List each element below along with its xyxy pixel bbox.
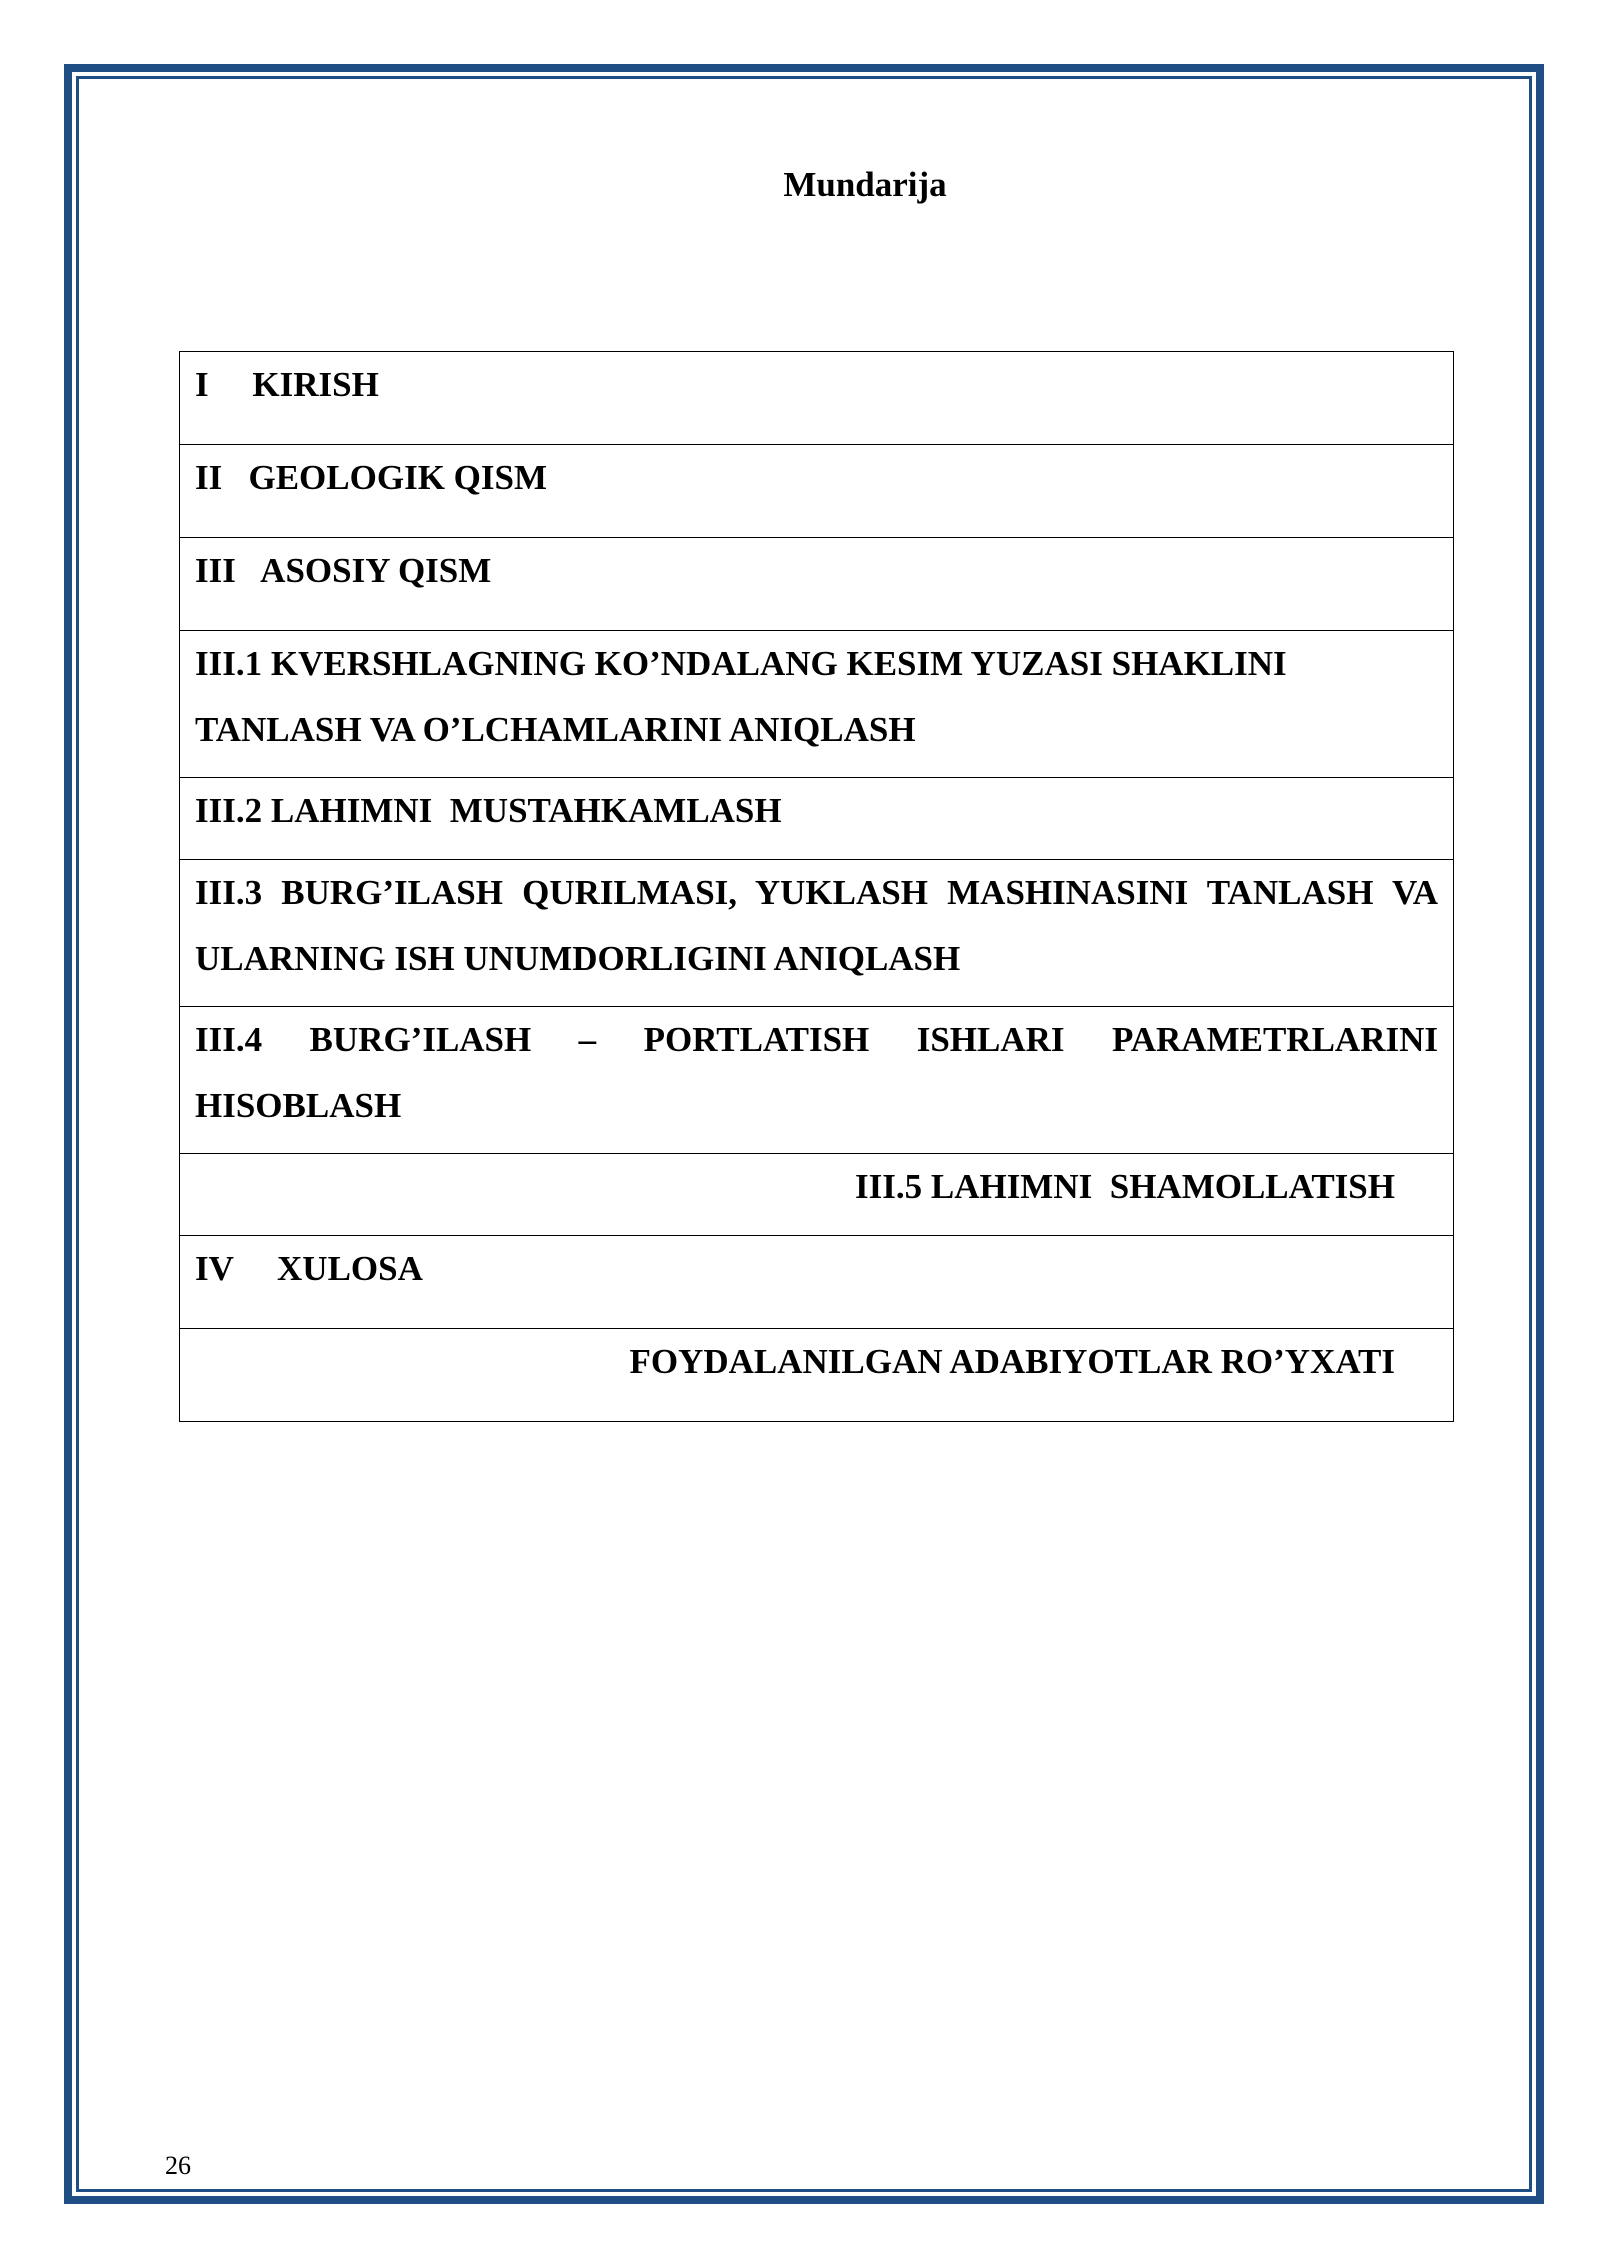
table-row [180, 352, 1454, 445]
table-of-contents [179, 351, 1454, 1422]
table-row [180, 631, 1454, 778]
toc-entry-iii-1[interactable]: III.1 KVERSHLAGNING KO’NDALANG KESIM YUZASI SHAKLINI TANLASH VA O’LCHAMLARINI ANIQLASH [180, 631, 1454, 778]
table-row [180, 538, 1454, 631]
toc-entry-adabiyotlar[interactable]: FOYDALANILGAN ADABIYOTLAR RO’YXATI [180, 1329, 1454, 1422]
toc-entry-iii-2[interactable]: III.2 LAHIMNI MUSTAHKAMLASH [180, 778, 1454, 860]
page-title: Mundarija [783, 165, 947, 204]
table-row [180, 445, 1454, 538]
toc-entry-iii-4[interactable]: III.4 BURG’ILASH – PORTLATISH ISHLARI PARAMETRLARINI HISOBLASH [180, 1007, 1454, 1154]
toc-entry-geologik-qism[interactable]: II GEOLOGIK QISM [180, 445, 1454, 538]
table-row [180, 1329, 1454, 1422]
table-row [180, 1236, 1454, 1329]
toc-entry-xulosa[interactable]: IV XULOSA [180, 1236, 1454, 1329]
toc-entry-iii-3[interactable]: III.3 BURG’ILASH QURILMASI, YUKLASH MASHINASINI TANLASH VA ULARNING ISH UNUMDORLIGINI ANIQLASH [180, 860, 1454, 1007]
table-row [180, 778, 1454, 860]
toc-entry-iii-5[interactable]: III.5 LAHIMNI SHAMOLLATISH [180, 1154, 1454, 1236]
page-number: 26 [165, 2151, 191, 2180]
toc-entry-asosiy-qism[interactable]: III ASOSIY QISM [180, 538, 1454, 631]
table-row [180, 1007, 1454, 1154]
toc-entry-kirish[interactable]: I KIRISH [180, 352, 1454, 445]
table-row [180, 860, 1454, 1007]
table-row [180, 1154, 1454, 1236]
